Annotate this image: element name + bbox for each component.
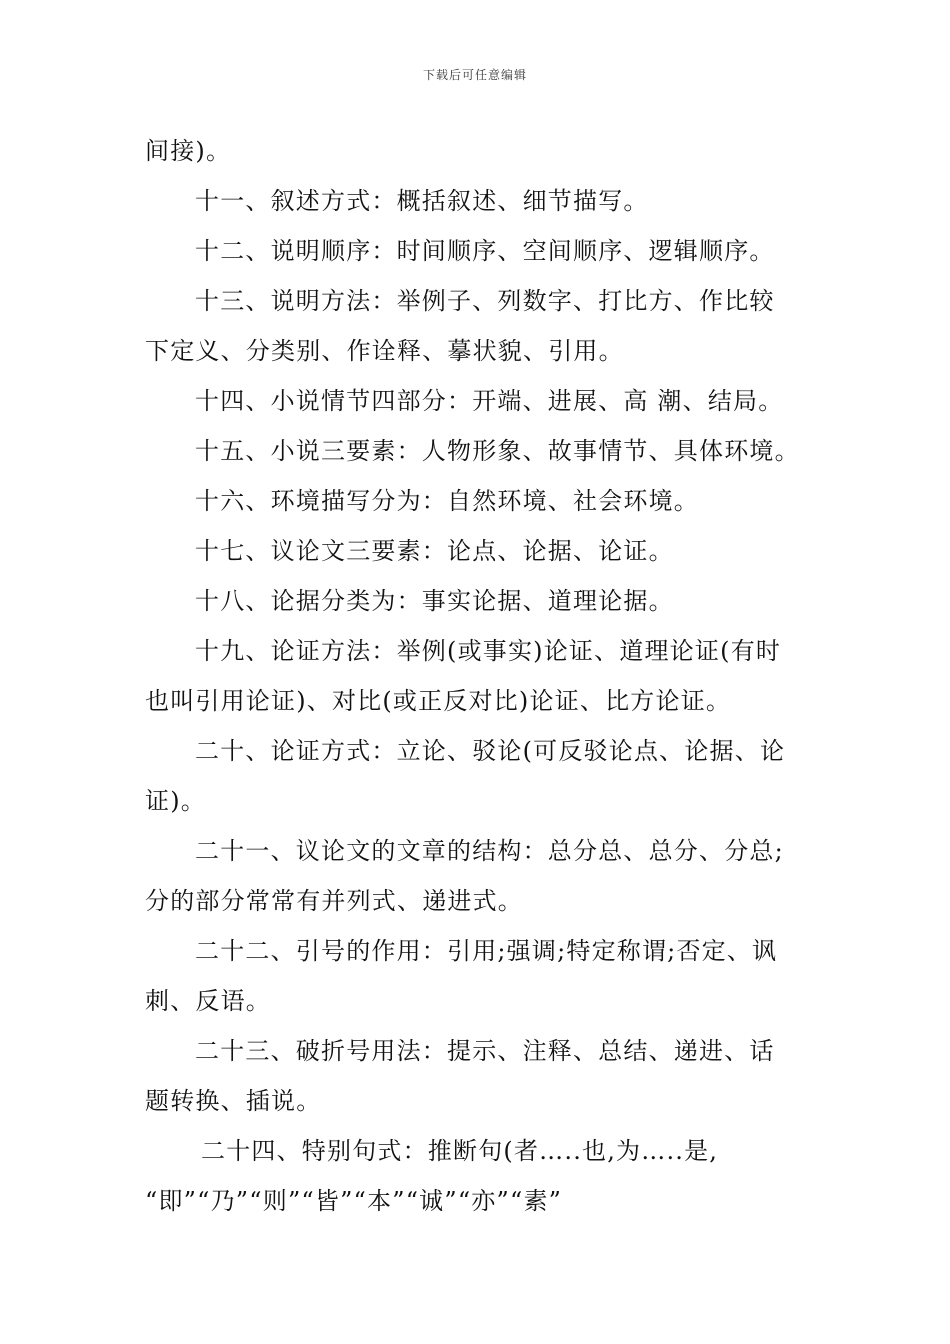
text-line: 二十三、破折号用法：提示、注释、总结、递进、话 [195,1037,775,1065]
text-line: 二十一、议论文的文章的结构：总分总、总分、分总; [195,837,784,865]
text-line: 十六、环境描写分为：自然环境、社会环境。 [195,487,699,515]
text-line: 刺、反语。 [145,987,271,1015]
text-line: 题转换、插说。 [145,1087,322,1115]
text-line: 下定义、分类别、作诠释、摹状貌、引用。 [145,337,624,365]
text-line: 十五、小说三要素：人物形象、故事情节、具体环境。 [195,437,800,465]
text-line: 十八、论据分类为：事实论据、道理论据。 [195,587,674,615]
text-line: 十七、议论文三要素：论点、论据、论证。 [195,537,674,565]
text-line: 间接)。 [145,137,232,165]
text-line: “即”“乃”“则”“皆”“本”“诚”“亦”“素” [145,1187,563,1215]
text-line: 十一、叙述方式：概括叙述、细节描写。 [195,187,649,215]
page-header: 下载后可任意编辑 [422,68,527,82]
text-line: 二十、论证方式：立论、驳论(可反驳论点、论据、论 [195,737,786,765]
text-line: 十九、论证方法：举例(或事实)论证、道理论证(有时 [195,637,782,665]
text-line: 证)。 [145,787,206,815]
text-line: 十二、说明顺序：时间顺序、空间顺序、逻辑顺序。 [195,237,775,265]
text-line: 十四、小说情节四部分：开端、进展、高 潮、结局。 [195,387,784,415]
text-line: 十三、说明方法：举例子、列数字、打比方、作比较 [195,287,775,315]
text-line: 也叫引用论证)、对比(或正反对比)论证、比方论证。 [145,687,732,715]
text-line: 二十四、特别句式：推断句(者…..也,为…..是, [201,1137,719,1165]
text-line: 二十二、引号的作用：引用;强调;特定称谓;否定、讽 [195,937,778,965]
text-line: 分的部分常常有并列式、递进式。 [145,887,523,915]
document-body [145,126,807,1226]
